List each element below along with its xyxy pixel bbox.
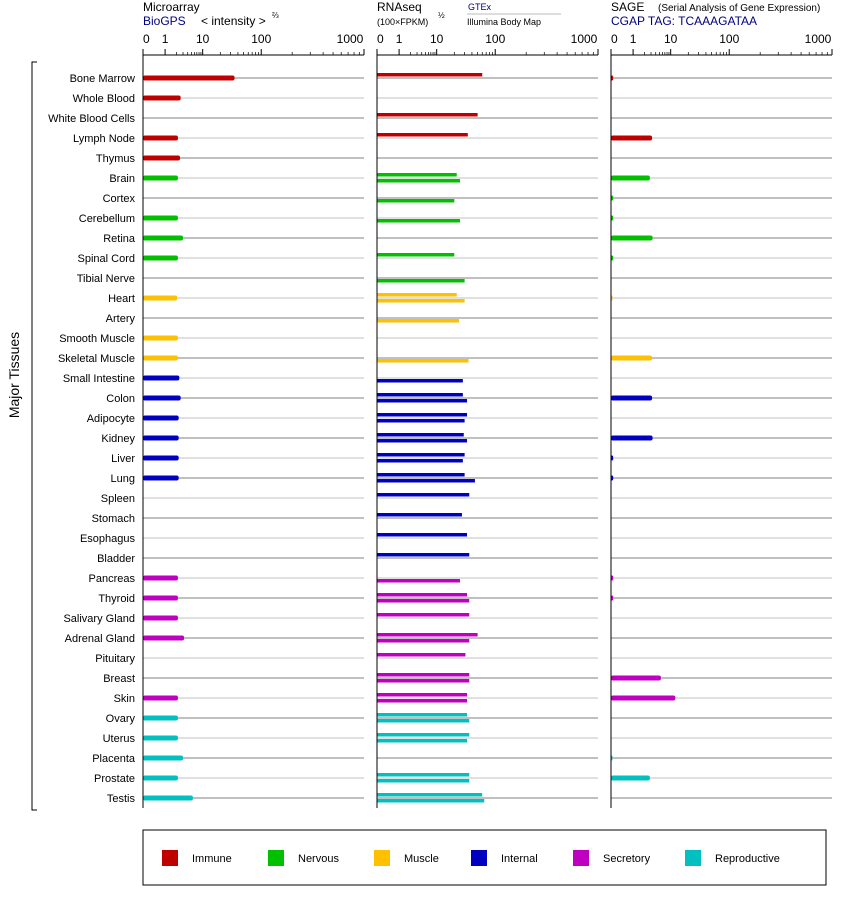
- rnaseq-bar-adrenal-gland: [377, 639, 469, 643]
- sage-bar-kidney: [611, 436, 653, 441]
- rnaseq-bar-adipocyte: [377, 419, 465, 423]
- tissue-label-stomach: Stomach: [91, 513, 135, 525]
- microarray-bar-lung: [143, 476, 179, 481]
- tissue-label-placenta: Placenta: [92, 753, 135, 765]
- rnaseq-bar-bladder: [377, 553, 469, 557]
- microarray-tick-label-100: 100: [251, 32, 272, 46]
- rnaseq-bar-colon: [377, 399, 467, 403]
- tissue-label-smooth-muscle: Smooth Muscle: [59, 333, 135, 345]
- tissue-label-thymus: Thymus: [95, 153, 135, 165]
- rnaseq-bar-testis: [377, 799, 484, 803]
- tissue-label-cortex: Cortex: [102, 193, 135, 205]
- rnaseq-bar-kidney: [377, 433, 464, 437]
- tissue-label-cerebellum: Cerebellum: [78, 213, 135, 225]
- rnaseq-bar-cerebellum: [377, 219, 460, 223]
- rnaseq-bar-brain: [377, 179, 460, 183]
- tissue-label-esophagus: Esophagus: [79, 533, 135, 545]
- sage-bar-prostate: [611, 776, 650, 781]
- microarray-bar-bone-marrow: [143, 76, 235, 81]
- rnaseq-bar-testis: [377, 793, 482, 797]
- microarray-bar-pancreas: [143, 576, 178, 581]
- rnaseq-bar-liver: [377, 453, 465, 457]
- sage-tick-label-100: 100: [719, 32, 740, 46]
- microarray-bar-colon: [143, 396, 181, 401]
- sage-bar-skin: [611, 696, 675, 701]
- microarray-bar-skin: [143, 696, 178, 701]
- rnaseq-bar-thyroid: [377, 599, 469, 603]
- sage-subtitle: (Serial Analysis of Gene Expression): [658, 3, 821, 14]
- legend-swatch-muscle: [374, 850, 390, 866]
- axes-layer: [143, 32, 832, 808]
- tissue-label-retina: Retina: [103, 233, 135, 245]
- rnaseq-tick-label-1: 1: [395, 32, 403, 46]
- microarray-tick-label-1000: 1000: [336, 32, 364, 46]
- microarray-bar-small-intestine: [143, 376, 179, 381]
- rnaseq-bar-ovary: [377, 719, 469, 723]
- microarray-tick-label-0: 0: [143, 32, 150, 46]
- rnaseq-bar-heart: [377, 293, 457, 297]
- rnaseq-bar-lung: [377, 479, 475, 483]
- tissue-label-colon: Colon: [106, 393, 135, 405]
- rnaseq-bar-prostate: [377, 779, 469, 783]
- rnaseq-bar-spleen: [377, 493, 469, 497]
- group-bracket: [32, 62, 37, 810]
- microarray-note: < intensity >: [201, 14, 266, 28]
- sage-tick-label-1000: 1000: [804, 32, 832, 46]
- tissue-label-bone-marrow: Bone Marrow: [69, 73, 135, 85]
- legend-swatch-secretory: [573, 850, 589, 866]
- rnaseq-bar-skin: [377, 699, 467, 703]
- rnaseq-bar-skeletal-muscle: [377, 359, 469, 363]
- sage-bar-retina: [611, 236, 653, 241]
- tissue-label-tibial-nerve: Tibial Nerve: [76, 273, 135, 285]
- rnaseq-bar-uterus: [377, 733, 469, 737]
- microarray-bar-liver: [143, 456, 179, 461]
- tissue-label-adrenal-gland: Adrenal Gland: [64, 633, 135, 645]
- tissue-label-kidney: Kidney: [101, 433, 135, 445]
- microarray-bar-adipocyte: [143, 416, 179, 421]
- microarray-bar-heart: [143, 296, 177, 301]
- sage-bar-colon: [611, 396, 652, 401]
- microarray-bar-salivary-gland: [143, 616, 178, 621]
- rnaseq-bar-prostate: [377, 773, 469, 777]
- rnaseq-bar-esophagus: [377, 533, 467, 537]
- microarray-bar-lymph-node: [143, 136, 178, 141]
- tissue-label-breast: Breast: [103, 673, 135, 685]
- rnaseq-bar-lung: [377, 473, 465, 477]
- tissue-label-small-intestine: Small Intestine: [62, 373, 135, 385]
- rnaseq-bar-white-blood-cells: [377, 113, 478, 117]
- tissue-label-salivary-gland: Salivary Gland: [63, 613, 135, 625]
- rnaseq-bar-artery: [377, 319, 459, 323]
- rnaseq-bar-brain: [377, 173, 457, 177]
- sage-tick-label-1: 1: [629, 32, 637, 46]
- legend-swatch-internal: [471, 850, 487, 866]
- microarray-bar-smooth-muscle: [143, 336, 178, 341]
- microarray-title: Microarray: [143, 0, 200, 14]
- tissue-label-spinal-cord: Spinal Cord: [77, 253, 135, 265]
- tissue-label-ovary: Ovary: [105, 713, 135, 725]
- tissue-label-brain: Brain: [109, 173, 135, 185]
- tissue-label-heart: Heart: [108, 293, 135, 305]
- rnaseq-bar-colon: [377, 393, 463, 397]
- tissue-label-pituitary: Pituitary: [95, 653, 135, 665]
- legend-swatch-immune: [162, 850, 178, 866]
- rnaseq-bar-pancreas: [377, 579, 460, 583]
- legend-label-reproductive: Reproductive: [715, 853, 780, 865]
- tissue-label-lymph-node: Lymph Node: [73, 133, 135, 145]
- tissue-label-white-blood-cells: White Blood Cells: [48, 113, 135, 125]
- tissue-label-skin: Skin: [113, 693, 135, 705]
- rnaseq-bar-tibial-nerve: [377, 279, 465, 283]
- rnaseq-tick-label-10: 10: [429, 32, 444, 46]
- sage-tick-label-10: 10: [663, 32, 678, 46]
- rnaseq-note: (100×FPKM): [377, 17, 429, 27]
- rnaseq-bar-stomach: [377, 513, 462, 517]
- rnaseq-source-gtex: GTEx: [468, 2, 492, 12]
- sage-bar-brain: [611, 176, 650, 181]
- microarray-tick-label-10: 10: [195, 32, 210, 46]
- rnaseq-tick-label-100: 100: [485, 32, 506, 46]
- rnaseq-bar-skin: [377, 693, 467, 697]
- tissue-label-pancreas: Pancreas: [88, 573, 135, 585]
- legend-label-nervous: Nervous: [298, 853, 339, 865]
- microarray-tick-label-1: 1: [161, 32, 169, 46]
- rnaseq-tick-label-0: 0: [377, 32, 384, 46]
- sage-bar-breast: [611, 676, 661, 681]
- rnaseq-bar-cortex: [377, 199, 454, 203]
- microarray-bar-ovary: [143, 716, 178, 721]
- sage-bar-skeletal-muscle: [611, 356, 652, 361]
- tissue-labels: [48, 73, 136, 805]
- rnaseq-tick-label-1000: 1000: [570, 32, 598, 46]
- microarray-bar-testis: [143, 796, 193, 801]
- microarray-bar-whole-blood: [143, 96, 181, 101]
- tissue-label-liver: Liver: [111, 453, 135, 465]
- tissue-label-testis: Testis: [106, 793, 135, 805]
- sage-tick-label-0: 0: [611, 32, 618, 46]
- microarray-bar-skeletal-muscle: [143, 356, 178, 361]
- tissue-label-adipocyte: Adipocyte: [86, 413, 135, 425]
- legend-label-muscle: Muscle: [404, 853, 439, 865]
- sage-tag: CGAP TAG: TCAAAGATAA: [611, 14, 758, 28]
- microarray-note-exponent: ⅔: [272, 11, 279, 20]
- rnaseq-bar-lymph-node: [377, 133, 468, 137]
- microarray-bar-thyroid: [143, 596, 178, 601]
- microarray-bar-cerebellum: [143, 216, 178, 221]
- legend-label-internal: Internal: [501, 853, 538, 865]
- grid-layer: [143, 78, 832, 798]
- microarray-bar-prostate: [143, 776, 178, 781]
- rnaseq-source-ibm: Illumina Body Map: [467, 17, 542, 27]
- rnaseq-bar-breast: [377, 673, 469, 677]
- microarray-bar-retina: [143, 236, 183, 241]
- tissue-label-whole-blood: Whole Blood: [72, 93, 135, 105]
- tissue-label-spleen: Spleen: [100, 493, 135, 505]
- microarray-bar-adrenal-gland: [143, 636, 184, 641]
- rnaseq-bar-heart: [377, 299, 465, 303]
- sage-bar-lymph-node: [611, 136, 652, 141]
- legend-swatch-reproductive: [685, 850, 701, 866]
- rnaseq-bar-pituitary: [377, 653, 465, 657]
- microarray-bar-spinal-cord: [143, 256, 178, 261]
- microarray-bar-kidney: [143, 436, 179, 441]
- rnaseq-bar-small-intestine: [377, 379, 463, 383]
- tissue-label-artery: Artery: [105, 313, 135, 325]
- microarray-source: BioGPS: [143, 14, 186, 28]
- tissue-label-bladder: Bladder: [97, 553, 135, 565]
- rnaseq-bar-adipocyte: [377, 413, 467, 417]
- tissue-label-lung: Lung: [110, 473, 135, 485]
- rnaseq-bar-spinal-cord: [377, 253, 454, 257]
- rnaseq-bar-breast: [377, 679, 469, 683]
- tissue-label-prostate: Prostate: [94, 773, 135, 785]
- rnaseq-bar-salivary-gland: [377, 613, 469, 617]
- sage-title: SAGE: [611, 0, 645, 14]
- microarray-bar-brain: [143, 176, 178, 181]
- microarray-bar-uterus: [143, 736, 178, 741]
- group-label: Major Tissues: [6, 331, 22, 419]
- legend-swatch-nervous: [268, 850, 284, 866]
- legend-label-secretory: Secretory: [603, 853, 651, 865]
- rnaseq-title: RNAseq: [377, 0, 422, 14]
- rnaseq-bar-thyroid: [377, 593, 467, 597]
- rnaseq-bar-ovary: [377, 713, 467, 717]
- tissue-label-thyroid: Thyroid: [98, 593, 135, 605]
- rnaseq-bar-uterus: [377, 739, 467, 743]
- rnaseq-bar-liver: [377, 459, 463, 463]
- microarray-bar-thymus: [143, 156, 180, 161]
- tissue-label-uterus: Uterus: [102, 733, 135, 745]
- rnaseq-bar-adrenal-gland: [377, 633, 478, 637]
- rnaseq-bar-kidney: [377, 439, 467, 443]
- legend-label-immune: Immune: [192, 853, 232, 865]
- tissue-label-skeletal-muscle: Skeletal Muscle: [57, 353, 135, 365]
- microarray-bar-placenta: [143, 756, 183, 761]
- rnaseq-bar-bone-marrow: [377, 73, 482, 77]
- rnaseq-note-exponent: ½: [438, 11, 445, 20]
